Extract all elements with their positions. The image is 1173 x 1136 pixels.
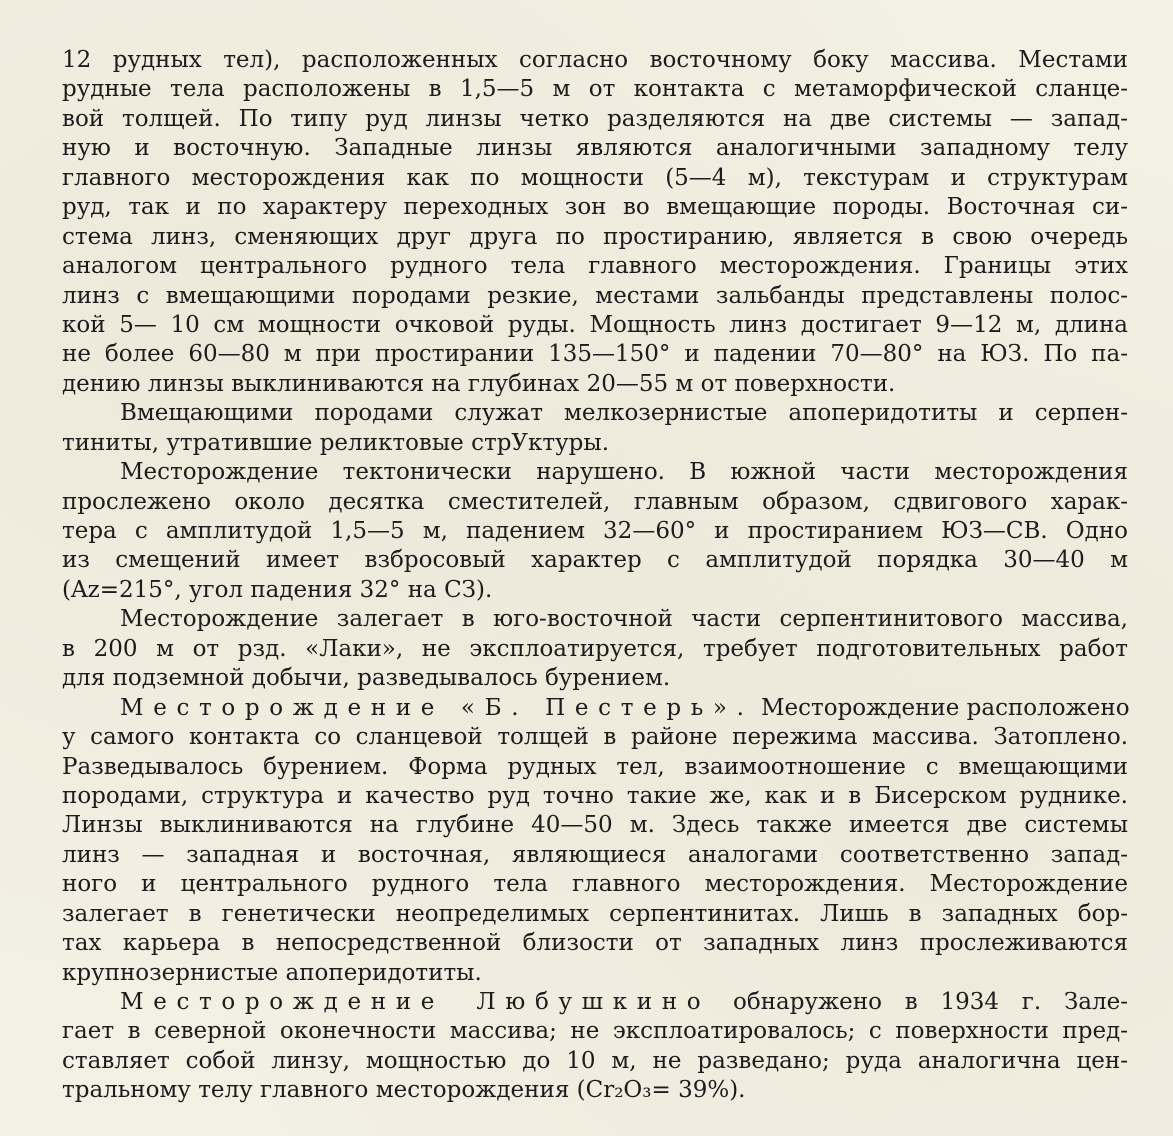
text-line: (Az=215°, угол падения 32° на СЗ). xyxy=(62,576,493,603)
paragraph xyxy=(62,605,1128,693)
text-line: тиниты, утратившие реликтовые стрУктуры. xyxy=(62,429,610,456)
text-line: 12 рудных тел), расположенных согласно восточному боку массива. Местами xyxy=(62,47,1128,73)
paragraph xyxy=(62,399,1128,458)
text-line: аналогом центрального рудного тела главного месторождения. Границы этих xyxy=(62,253,1128,280)
text-line xyxy=(62,988,1128,1017)
text-line: тральному телу главного месторождения (Cr₂O₃= 39%). xyxy=(62,1077,746,1104)
text-line: тах карьера в непосредственной близости от западных линз прослеживаются xyxy=(62,930,1128,957)
paragraph xyxy=(62,458,1128,605)
text-line: Месторождение залегает в юго-восточной части серпентинитового массива, xyxy=(120,606,1128,633)
text-line: крупнозернистые апоперидотиты. xyxy=(62,959,482,986)
text-line: стема линз, сменяющих друг друга по простиранию, является в свою очередь xyxy=(62,223,1128,250)
paragraph xyxy=(62,988,1128,1106)
text-line: в 200 м от рзд. «Лаки», не эксплоатируется, требует подготовительных работ xyxy=(62,635,1128,662)
text-line: Вмещающими породами служат мелкозернистые апоперидотиты и серпен- xyxy=(120,400,1128,427)
text-line: у самого контакта со сланцевой толщей в районе пережима массива. Затоплено. xyxy=(62,724,1128,751)
text-line: породами, структура и качество руд точно такие же, как и в Бисерском руднике. xyxy=(62,782,1128,809)
text-line: ную и восточную. Западные линзы являются аналогичными западному телу xyxy=(62,135,1128,162)
text-line: линз с вмещающими породами резкие, местами зальбанды представлены полос- xyxy=(62,282,1128,309)
deposit-heading: Месторождение «Б. Пестерь». xyxy=(120,694,754,721)
text-line: главного месторождения как по мощности (5—4 м), текстурам и структурам xyxy=(62,164,1128,191)
text-line: дению линзы выклиниваются на глубинах 20—55 м от поверхности. xyxy=(62,370,896,397)
text-line: ставляет собой линзу, мощностью до 10 м, не разведано; руда аналогична цен- xyxy=(62,1047,1128,1074)
page-text xyxy=(62,46,1128,1106)
text-line xyxy=(62,694,1128,723)
text-line: для подземной добычи, разведывалось бурением. xyxy=(62,665,671,692)
text-line: тера с амплитудой 1,5—5 м, падением 32—60° и простиранием ЮЗ—СВ. Одно xyxy=(62,518,1128,544)
text-line: Месторождение тектонически нарушено. В южной части месторождения xyxy=(120,459,1128,486)
text-line: рудные тела расположены в 1,5—5 м от контакта с метаморфической сланце- xyxy=(62,76,1128,103)
paragraph xyxy=(62,46,1128,399)
text-line: руд, так и по характеру переходных зон во вмещающие породы. Восточная си- xyxy=(62,194,1128,221)
text-line: линз — западная и восточная, являющиеся аналогами соответственно запад- xyxy=(62,841,1128,868)
text-line: ного и центрального рудного тела главного месторождения. Месторождение xyxy=(62,871,1128,898)
text-line: залегает в генетически неопределимых серпентинитах. Лишь в западных бор- xyxy=(62,900,1128,927)
paragraph xyxy=(62,694,1128,988)
text-line: из смещений имеет взбросовый характер с амплитудой порядка 30—40 м xyxy=(62,547,1128,574)
text-line: Линзы выклиниваются на глубине 40—50 м. Здесь также имеется две системы xyxy=(62,812,1128,839)
text-run: обнаружено в 1934 г. Зале- xyxy=(710,989,1128,1015)
deposit-heading: Месторождение Любушкино xyxy=(120,989,711,1015)
text-run: Месторождение расположено xyxy=(753,694,1130,721)
text-line: гает в северной оконечности массива; не эксплоатировалось; с поверхности пред- xyxy=(62,1018,1128,1045)
text-line: не более 60—80 м при простирании 135—150° и падении 70—80° на ЮЗ. По па- xyxy=(62,341,1128,368)
text-line: кой 5— 10 см мощности очковой руды. Мощность линз достигает 9—12 м, длина xyxy=(62,311,1128,338)
text-line: Разведывалось бурением. Форма рудных тел, взаимоотношение с вмещающими xyxy=(62,753,1128,780)
text-line: прослежено около десятка сместителей, главным образом, сдвигового харак- xyxy=(62,488,1128,515)
text-line: вой толщей. По типу руд линзы четко разделяются на две системы — запад- xyxy=(62,105,1128,132)
